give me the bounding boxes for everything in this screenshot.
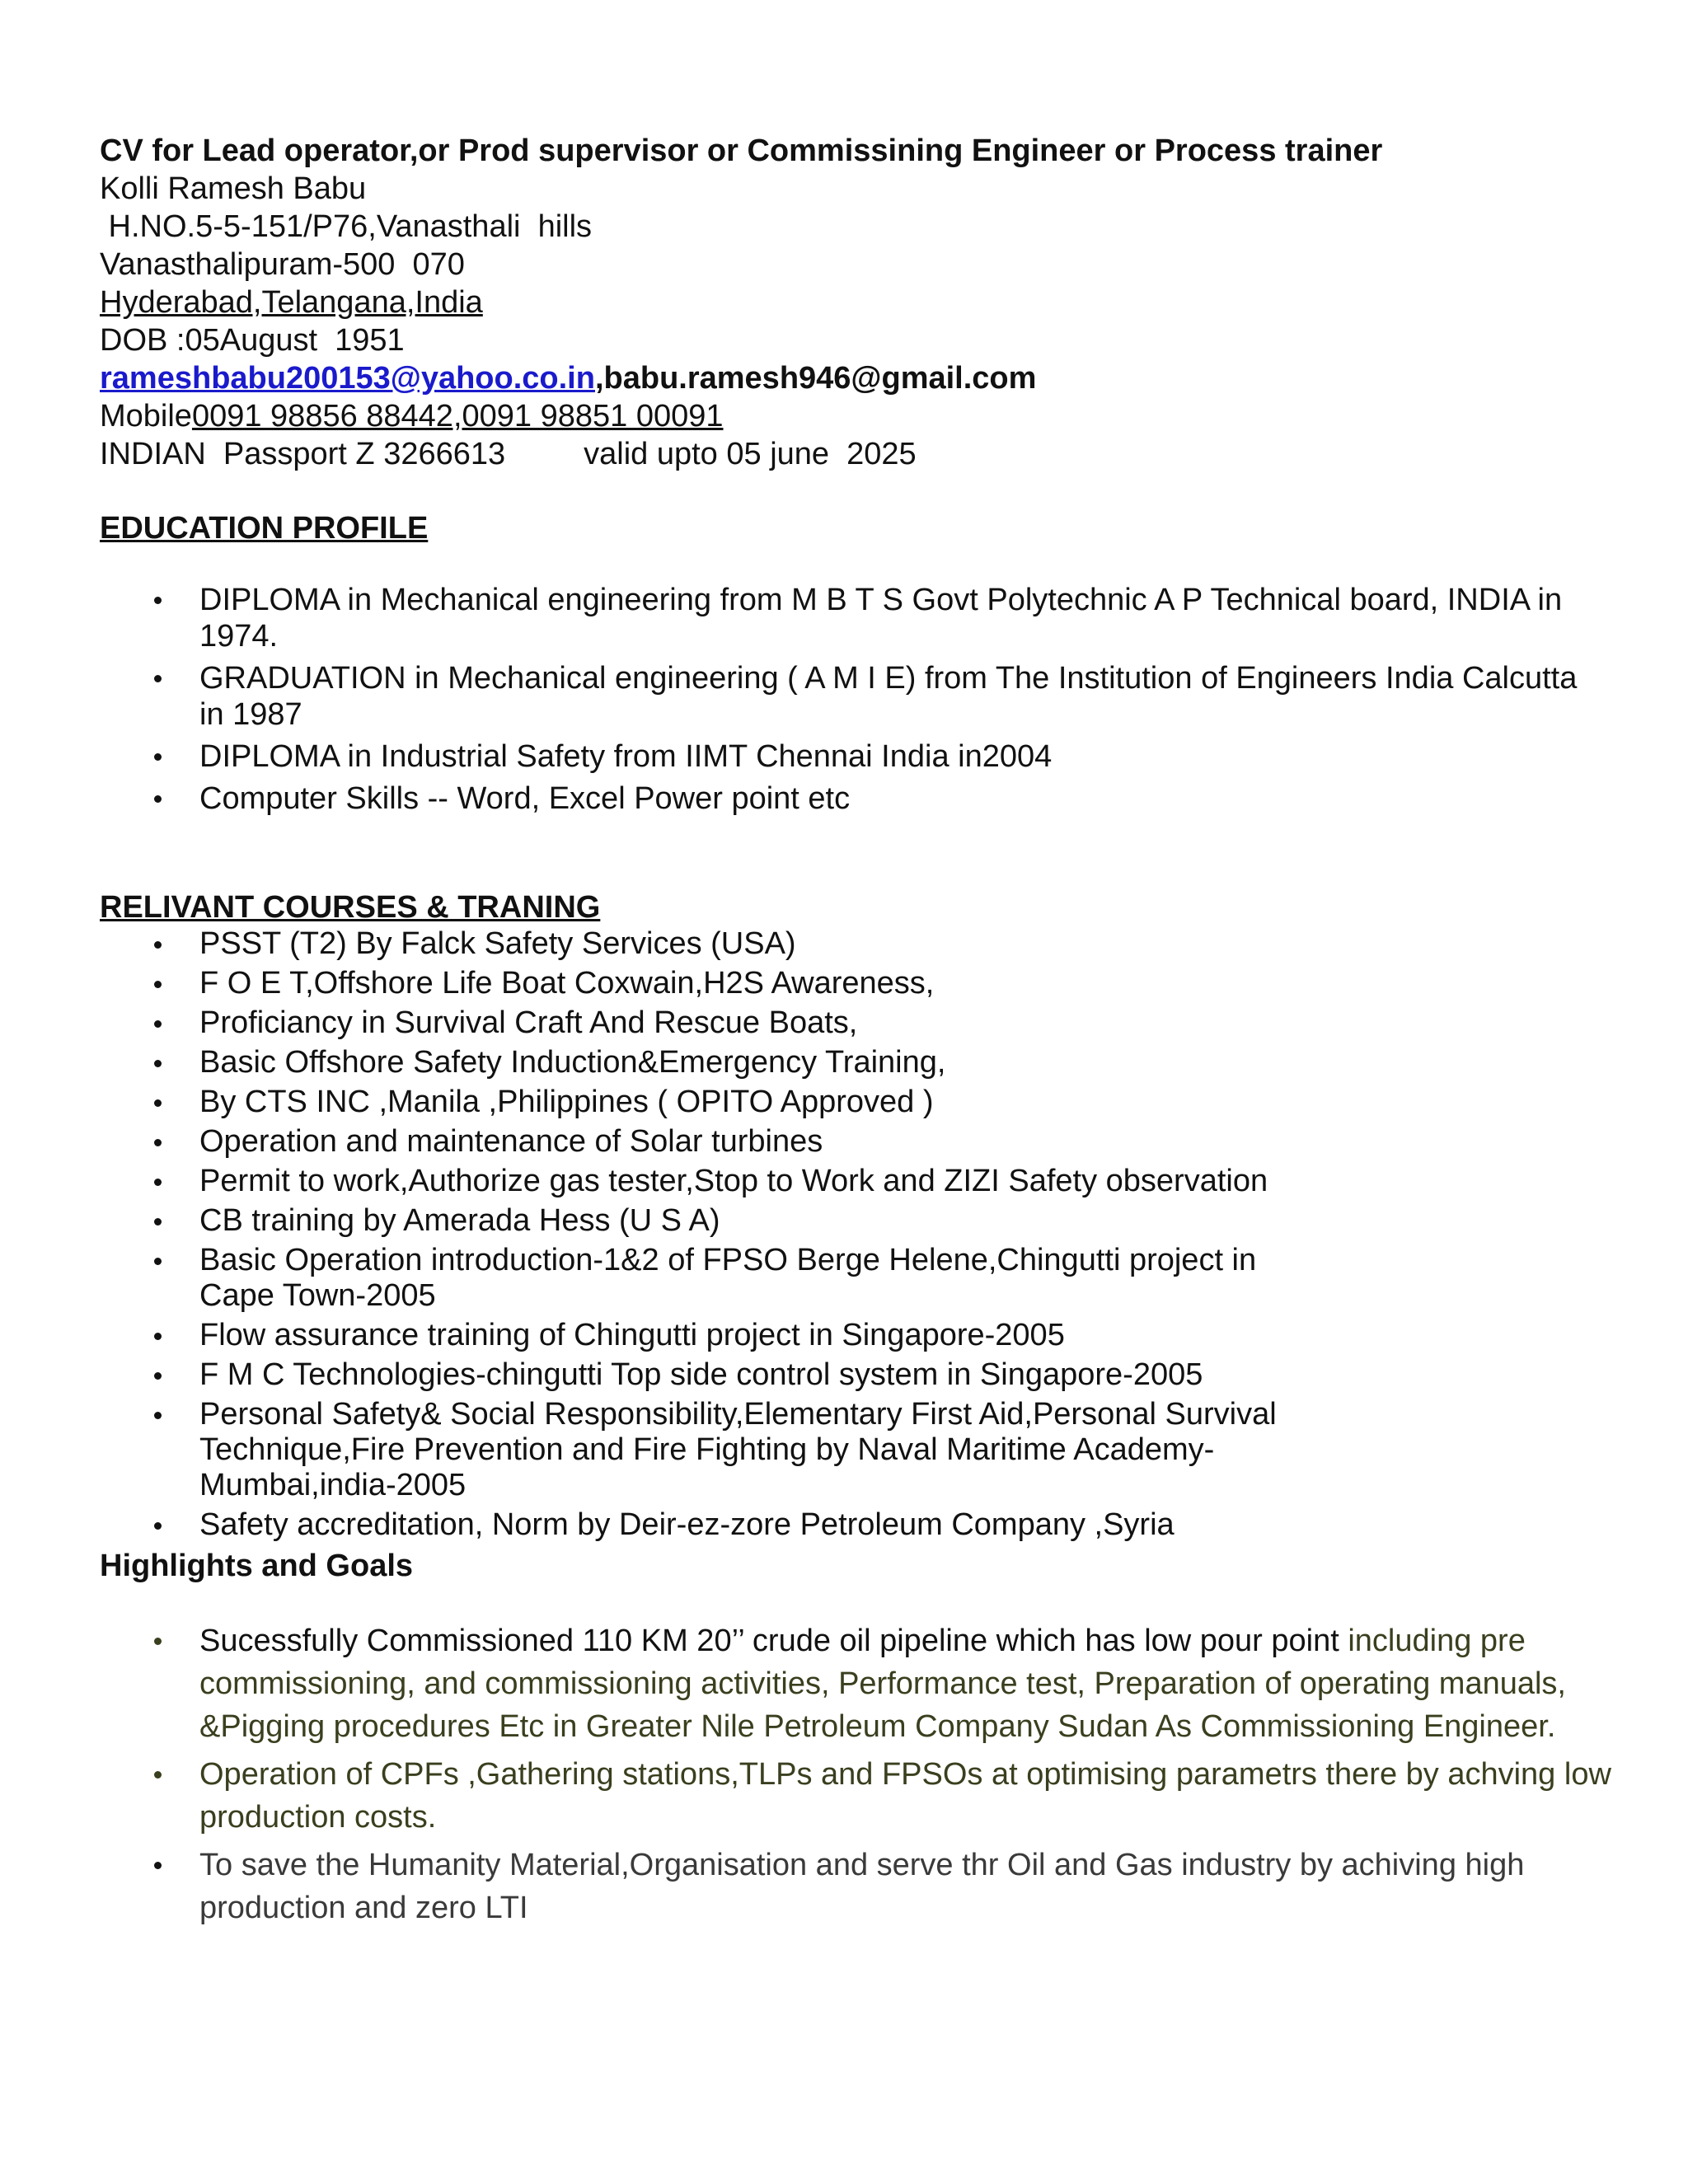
bullet-icon: [154, 795, 162, 803]
bullet-icon: [154, 1862, 162, 1869]
bullet-icon: [154, 1333, 162, 1340]
list-item: Operation of CPFs ,Gathering stations,TLPs and FPSOs at optimising parametrs there by achving low production costs.: [100, 1753, 1658, 1839]
list-item: Sucessfully Commissioned 110 KM 20’’ crude oil pipeline which has low pour point including pre commissioning, and commissioning activities, Performance test, Preparation of operating manuals, &Pigging procedures Etc in Greater Nile Petroleum Company Sudan As Commissioning Engineer.: [100, 1619, 1658, 1748]
courses-heading: RELIVANT COURSES & TRANING: [100, 890, 601, 925]
list-item: PSST (T2) By Falck Safety Services (USA): [100, 926, 1583, 962]
address-line-2: Vanasthalipuram-500 070: [100, 247, 465, 282]
list-item: Computer Skills -- Word, Excel Power point etc: [100, 780, 1583, 817]
list-item: Personal Safety& Social Responsibility,Elementary First Aid,Personal Survival Technique,Fire Prevention and Fire Fighting by Naval Maritime Academy-Mumbai,india-2005: [100, 1397, 1403, 1503]
education-list: [100, 582, 1583, 817]
courses-list: [100, 926, 1583, 1543]
email-gmail: ,babu.ramesh946@gmail.com: [594, 361, 1037, 396]
bullet-icon: [154, 1372, 162, 1380]
contact-header: [100, 132, 1583, 473]
list-item: GRADUATION in Mechanical engineering ( A M I E) from The Institution of Engineers India Calcutta in 1987: [100, 660, 1583, 733]
bullet-icon: [154, 1638, 162, 1645]
list-item: CB training by Amerada Hess (U S A): [100, 1203, 1583, 1239]
list-item: Proficiancy in Survival Craft And Rescue Boats,: [100, 1005, 1583, 1041]
list-item: DIPLOMA in Mechanical engineering from M B T S Govt Polytechnic A P Technical board, INDIA in 1974.: [100, 582, 1583, 654]
bullet-icon: [154, 1179, 162, 1186]
address-city: Hyderabad,Telangana,India: [100, 285, 483, 320]
bullet-icon: [154, 1258, 162, 1265]
resume-content: [100, 132, 1611, 1934]
bullet-icon: [154, 1020, 162, 1028]
list-item: Permit to work,Authorize gas tester,Stop to Work and ZIZI Safety observation: [100, 1164, 1312, 1199]
list-item: F O E T,Offshore Life Boat Coxwain,H2S Awareness,: [100, 966, 1583, 1001]
mobile-label: Mobile: [100, 399, 192, 434]
bullet-icon: [154, 1522, 162, 1530]
bullet-icon: [154, 1060, 162, 1067]
highlights-list: [100, 1619, 1611, 1929]
bullet-icon: [154, 1139, 162, 1146]
list-item: Basic Offshore Safety Induction&Emergency Training,: [100, 1045, 1583, 1080]
passport-line: INDIAN Passport Z 3266613 valid upto 05 june 2025: [100, 437, 917, 471]
bullet-icon: [154, 597, 162, 604]
bullet-icon: [154, 675, 162, 682]
bullet-icon: [154, 1771, 162, 1779]
list-item: Flow assurance training of Chingutti project in Singapore-2005: [100, 1318, 1583, 1353]
list-item: To save the Humanity Material,Organisation and serve thr Oil and Gas industry by achiving high production and zero LTI: [100, 1844, 1658, 1929]
list-item: By CTS INC ,Manila ,Philippines ( OPITO Approved ): [100, 1085, 1583, 1120]
highlights-heading: Highlights and Goals: [100, 1549, 414, 1583]
bullet-icon: [154, 941, 162, 949]
date-of-birth: DOB :05August 1951: [100, 323, 405, 358]
list-item: Basic Operation introduction-1&2 of FPSO Berge Helene,Chingutti project in Cape Town-2005: [100, 1243, 1304, 1314]
list-item: Safety accreditation, Norm by Deir-ez-zore Petroleum Company ,Syria: [100, 1507, 1583, 1543]
bullet-icon: [154, 1218, 162, 1226]
mobile-line: [100, 397, 1583, 435]
cv-title: CV for Lead operator,or Prod supervisor or Commissining Engineer or Process trainer: [100, 134, 1383, 168]
candidate-name: Kolli Ramesh Babu: [100, 171, 367, 206]
address-line-1: H.NO.5-5-151/P76,Vanasthali hills: [100, 209, 593, 244]
email-line: [100, 359, 1583, 397]
bullet-icon: [154, 1099, 162, 1107]
bullet-icon: [154, 753, 162, 761]
list-item: F M C Technologies-chingutti Top side control system in Singapore-2005: [100, 1357, 1583, 1393]
mobile-numbers: 0091 98856 88442,0091 98851 00091: [191, 399, 724, 434]
list-item: Operation and maintenance of Solar turbines: [100, 1124, 1583, 1160]
education-heading: EDUCATION PROFILE: [100, 511, 429, 546]
list-item: DIPLOMA in Industrial Safety from IIMT Chennai India in2004: [100, 738, 1583, 775]
bullet-icon: [154, 981, 162, 988]
email-link-yahoo[interactable]: rameshbabu200153@yahoo.co.in: [100, 361, 595, 396]
bullet-icon: [154, 1412, 162, 1419]
